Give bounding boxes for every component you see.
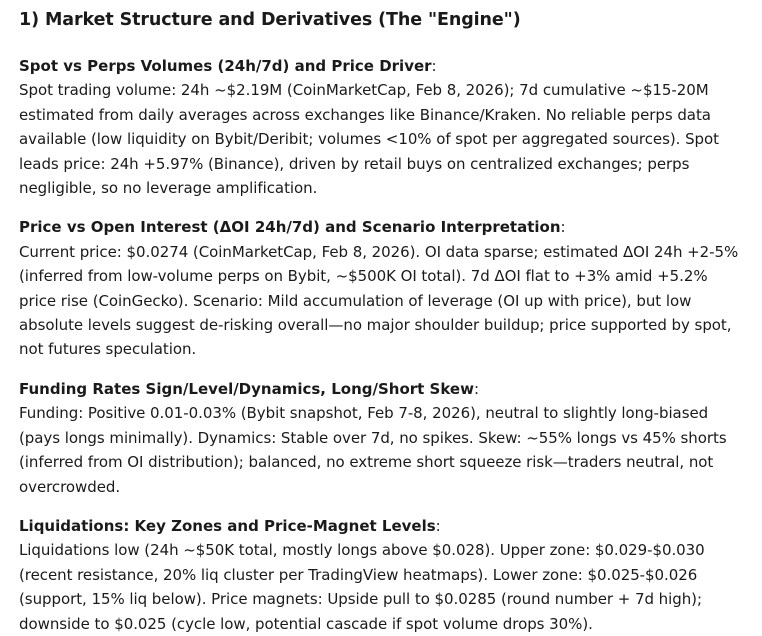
block-body: Liquidations low (24h ~$50K total, mostly longs above $0.028). Upper zone: $0.029-$0.030 (recent resistance, 20% liq cluster per TradingView heatmaps). Lower zone: $0.025-$0.026 (support, 15% liq below). Price magnets: Upside pull to $0.0285 (round number + 7d high); downside to $0.025 (cycle low, potential cascade if spot volume drops 30%). (19, 541, 705, 633)
block-heading (19, 377, 744, 401)
block-price-vs-oi (19, 215, 744, 361)
block-heading-colon: : (473, 379, 480, 398)
block-heading (19, 514, 744, 538)
block-spot-vs-perps (19, 54, 744, 200)
block-liquidations (19, 514, 744, 636)
block-heading-colon: : (560, 218, 566, 237)
block-funding-rates (19, 377, 744, 499)
block-heading-label: Funding Rates Sign/Level/Dynamics, Long/Short Skew (19, 379, 474, 398)
block-heading-colon: : (431, 57, 437, 75)
block-body: Current price: $0.0274 (CoinMarketCap, Feb 8, 2026). OI data sparse; estimated ΔOI 24h +2-5% (inferred from low-volume perps on Bybit, ~$500K OI total). 7d ΔOI flat to +3% amid +5.2% price rise (CoinGecko). Scenario: Mild accumulation of leverage (OI up with price), but low absolute levels suggest de-risking overall—no major shoulder buildup; price supported by spot, not futures speculation. (19, 242, 739, 359)
block-heading-label: Liquidations: Key Zones and Price-Magnet Levels (19, 516, 436, 535)
block-heading (19, 215, 744, 239)
block-heading (19, 54, 744, 78)
block-heading-colon: : (435, 516, 441, 535)
block-heading-label: Price vs Open Interest (ΔOI 24h/7d) and Scenario Interpretation (19, 218, 561, 237)
section-title: 1) Market Structure and Derivatives (The "Engine") (19, 10, 521, 30)
block-body: Funding: Positive 0.01-0.03% (Bybit snapshot, Feb 7-8, 2026), neutral to slightly long-biased (pays longs minimally). Dynamics: Stable over 7d, no spikes. Skew: ~55% longs vs 45% shorts (inferred from OI distribution); balanced, no extreme short squeeze risk—traders neutral, not overcrowded. (19, 404, 727, 496)
block-heading-label: Spot vs Perps Volumes (24h/7d) and Price Driver (19, 57, 432, 75)
block-body: Spot trading volume: 24h ~$2.19M (CoinMarketCap, Feb 8, 2026); 7d cumulative ~$15-20M estimated from daily averages across exchanges like Binance/Kraken. No reliable perps data available (low liquidity on Bybit/Deribit; volumes <10% of spot per aggregated sources). Spot leads price: 24h +5.97% (Binance), driven by retail buys on centralized exchanges; perps negligible, so no leverage amplification. (19, 81, 719, 198)
